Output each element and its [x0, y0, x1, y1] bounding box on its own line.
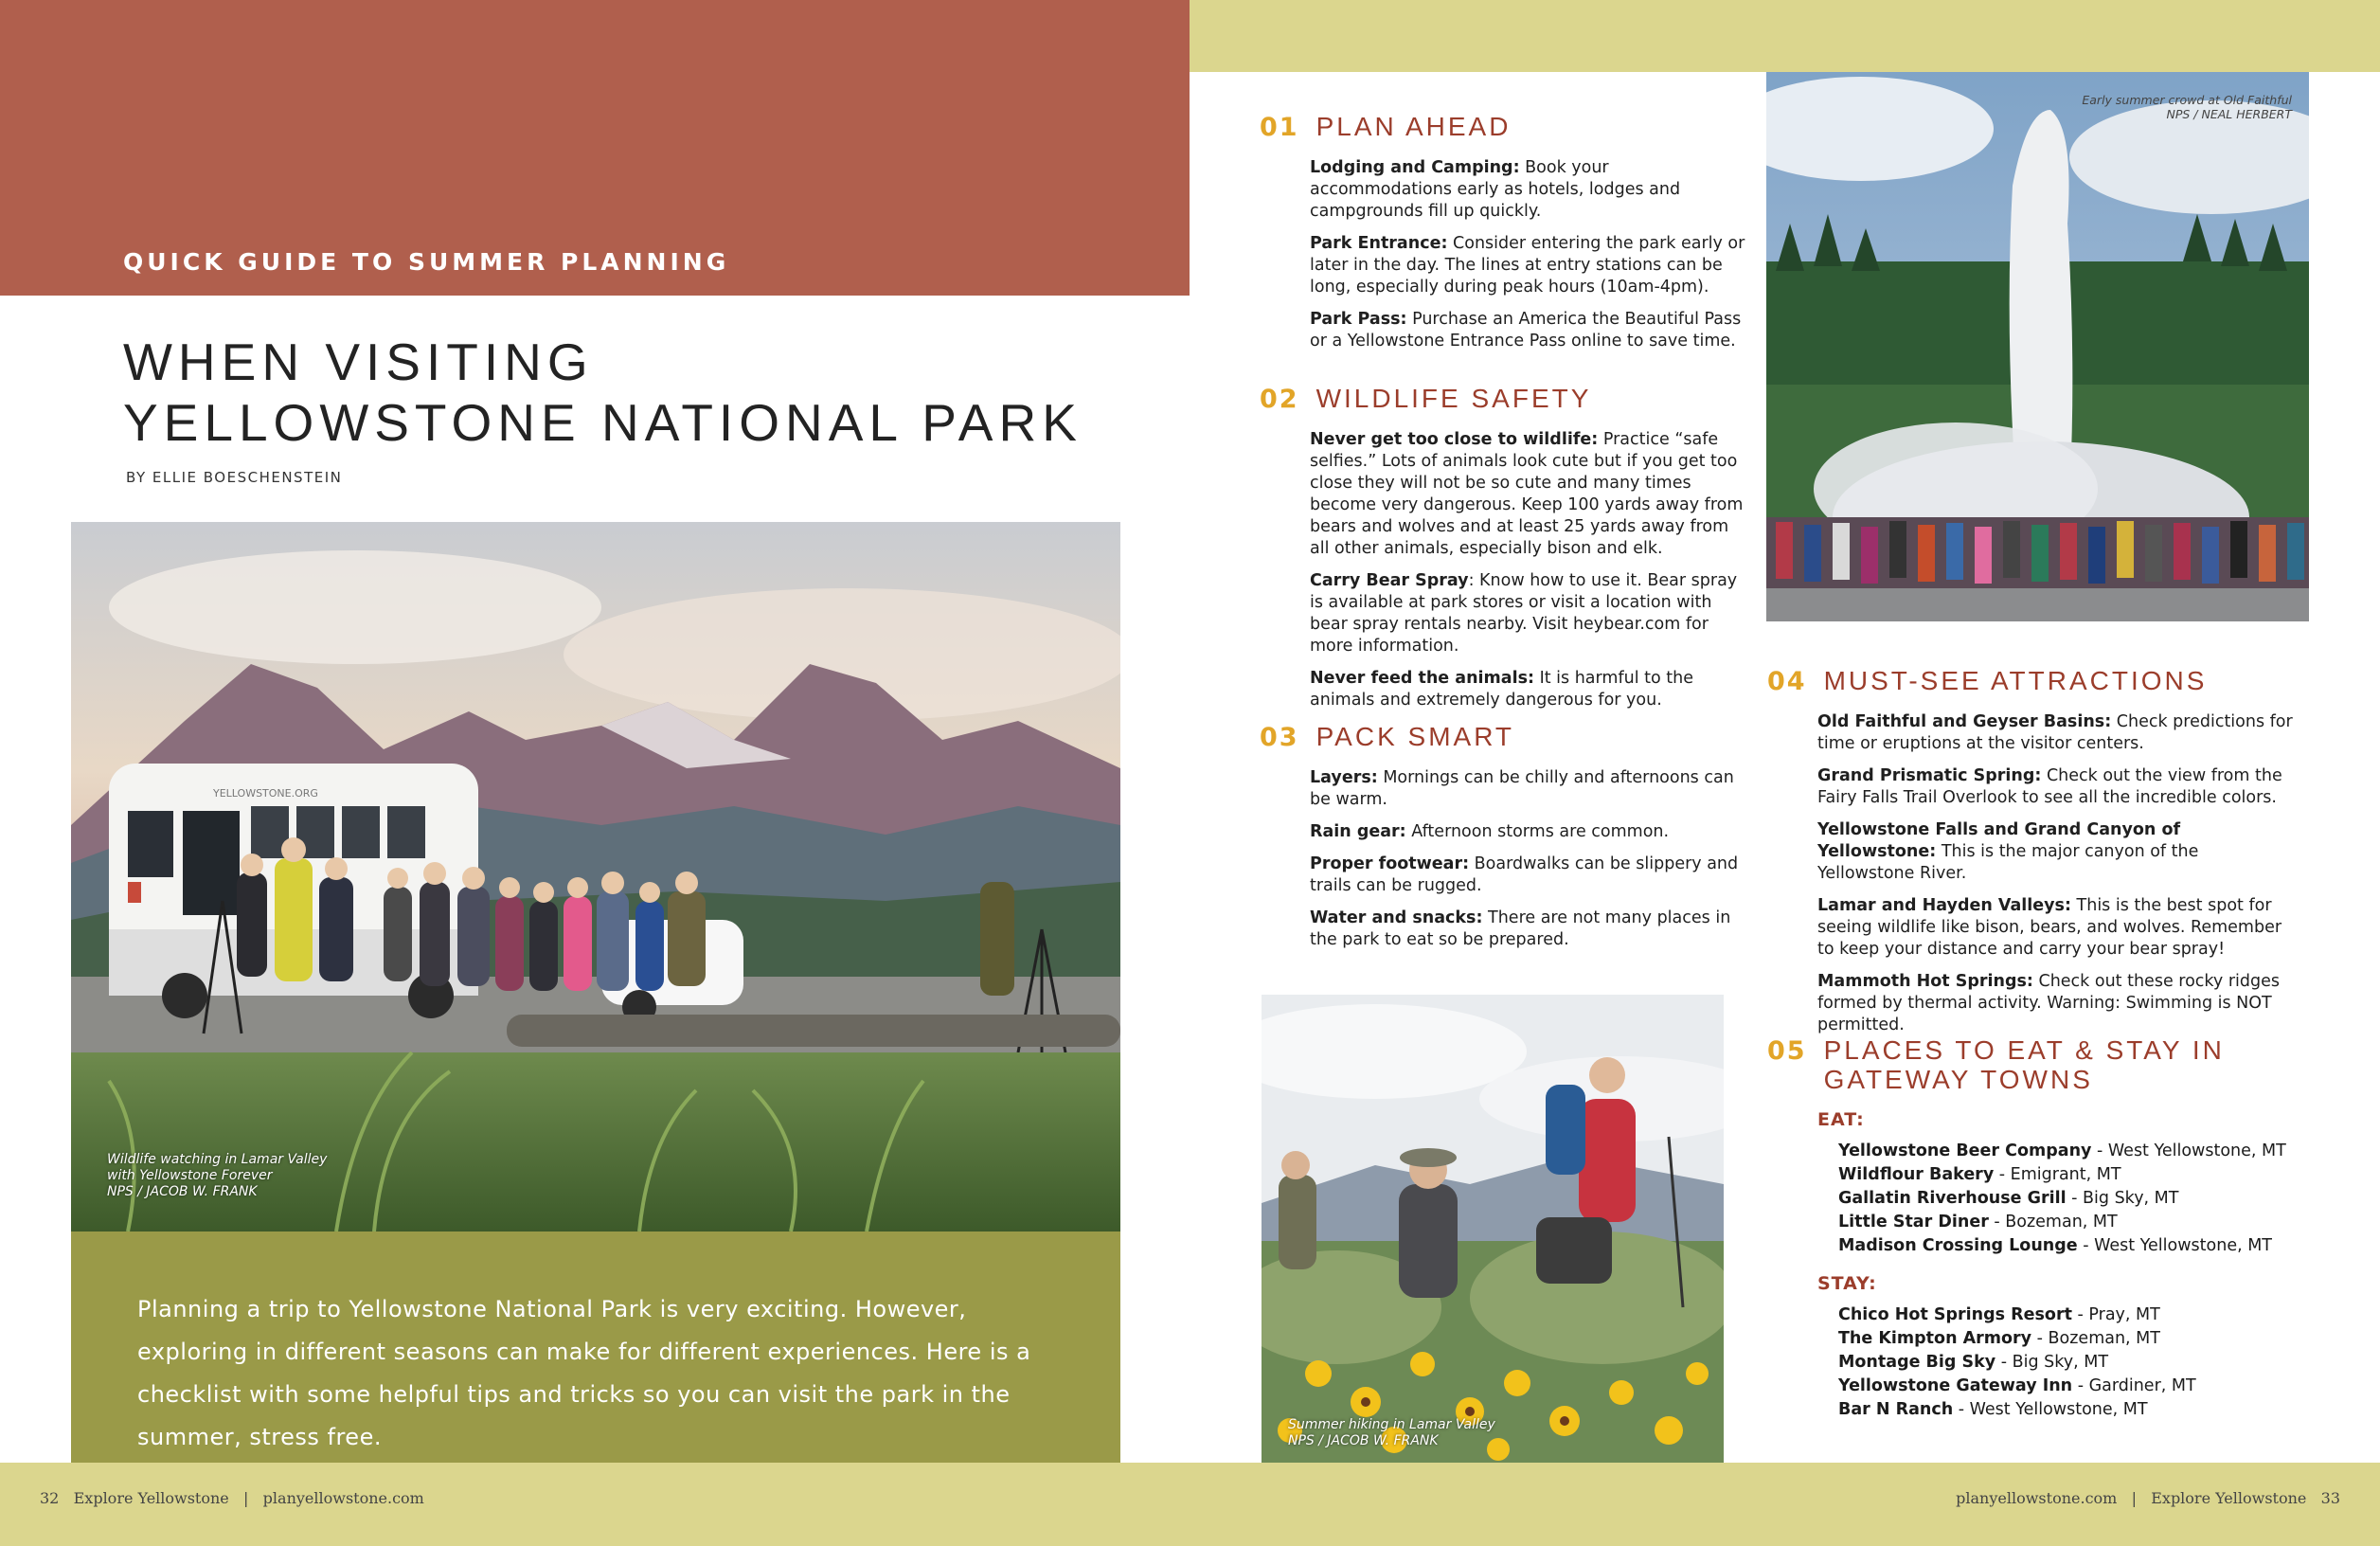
- caption-line: with Yellowstone Forever: [107, 1168, 273, 1183]
- section-title: PLAN AHEAD: [1315, 112, 1512, 141]
- section-number: 05: [1767, 1036, 1807, 1066]
- bus-label: YELLOWSTONE.ORG: [213, 787, 318, 800]
- section-number: 04: [1767, 667, 1807, 696]
- list-item: [1838, 1211, 2298, 1234]
- old-faithful-photo: [1766, 72, 2309, 621]
- tip-item: [1310, 157, 1752, 223]
- intro-text: Planning a trip to Yellowstone National Park is very exciting. However, exploring in different seasons can make for different experiences. Here is a checklist with some helpful tips and tricks so you can visit the park in the summer, stress free.: [137, 1296, 1031, 1450]
- section-number: 03: [1260, 723, 1299, 752]
- tip-text: Consider entering the park early or later in the day. The lines at entry stations can be long, especially during peak hours (10am-4pm).: [1310, 234, 1745, 297]
- place-location: - West Yellowstone, MT: [2077, 1236, 2273, 1255]
- tip-item: [1310, 767, 1752, 811]
- place-location: - Big Sky, MT: [2066, 1189, 2179, 1208]
- tip-item: [1310, 570, 1752, 657]
- tip-text: This is the best spot for seeing wildlife like bison, bears, and wolves. Remember to keep your distance and carry your bear spray!: [1817, 896, 2282, 959]
- hiking-photo-caption: [1288, 1417, 1495, 1449]
- place-name: Chico Hot Springs Resort: [1838, 1305, 2072, 1324]
- section-number: 01: [1260, 113, 1299, 142]
- section-eat-and-stay: [1767, 1035, 2298, 1422]
- tip-text: There are not many places in the park to eat so be prepared.: [1310, 908, 1731, 949]
- place-name: Wildflour Bakery: [1838, 1165, 1995, 1184]
- section-heading: [1260, 112, 1752, 142]
- tip-item: [1817, 895, 2298, 961]
- header-khaki-band: [1190, 0, 2380, 72]
- tip-text: Mornings can be chilly and afternoons can be warm.: [1310, 768, 1734, 809]
- eat-label: EAT:: [1817, 1109, 1865, 1130]
- section-body: [1817, 711, 2298, 1036]
- caption-line: Early summer crowd at Old Faithful: [2082, 93, 2292, 107]
- wildlife-watching-illustration: [71, 522, 1120, 1231]
- place-name: Bar N Ranch: [1838, 1400, 1954, 1419]
- caption-line: NPS / JACOB W. FRANK: [107, 1184, 258, 1199]
- title-line-2: YELLOWSTONE NATIONAL PARK: [123, 393, 1083, 452]
- place-location: - Pray, MT: [2071, 1305, 2160, 1324]
- section-pack-smart: [1260, 722, 1752, 962]
- tip-text: It is harmful to the animals and extremely dangerous for you.: [1310, 669, 1693, 710]
- list-item: [1838, 1327, 2298, 1351]
- title-line-1: WHEN VISITING: [123, 333, 594, 391]
- tip-item: [1310, 429, 1752, 560]
- section-title: [1824, 1035, 2225, 1094]
- place-name: Gallatin Riverhouse Grill: [1838, 1189, 2067, 1208]
- place-location: - Bozeman, MT: [1988, 1213, 2118, 1231]
- geyser-photo-caption: [2082, 93, 2292, 121]
- section-title-line: PLACES TO EAT & STAY IN: [1823, 1035, 2225, 1065]
- tip-text: This is the major canyon of the Yellowstone River.: [1817, 842, 2199, 883]
- tip-text: Purchase an America the Beautiful Pass or a Yellowstone Entrance Pass online to save time.: [1310, 310, 1742, 351]
- list-item: [1838, 1303, 2298, 1327]
- tip-lead: Park Entrance:: [1310, 234, 1448, 253]
- place-name: Yellowstone Gateway Inn: [1838, 1376, 2073, 1395]
- list-item: [1838, 1398, 2298, 1422]
- caption-line: NPS / JACOB W. FRANK: [1288, 1433, 1439, 1448]
- tip-text: Boardwalks can be slippery and trails can be rugged.: [1310, 854, 1739, 895]
- section-heading: [1767, 1035, 2298, 1094]
- intro-box: [71, 1231, 1120, 1463]
- section-title-line: GATEWAY TOWNS: [1823, 1065, 2093, 1094]
- tip-item: [1817, 971, 2298, 1036]
- section-heading: [1260, 722, 1752, 752]
- tip-item: [1310, 854, 1752, 897]
- tip-lead: Lamar and Hayden Valleys:: [1817, 896, 2071, 915]
- section-title: PACK SMART: [1315, 722, 1515, 751]
- wildlife-photo-caption: [107, 1152, 327, 1200]
- place-location: - West Yellowstone, MT: [1953, 1400, 2148, 1419]
- tip-item: [1310, 309, 1752, 352]
- tip-lead: Water and snacks:: [1310, 908, 1483, 927]
- page-footer: [0, 1463, 2380, 1546]
- list-item: [1838, 1234, 2298, 1258]
- section-title: MUST-SEE ATTRACTIONS: [1823, 666, 2208, 695]
- list-item: [1838, 1375, 2298, 1398]
- place-name: Yellowstone Beer Company: [1838, 1142, 2092, 1160]
- page-title: [123, 332, 1083, 453]
- place-name: Little Star Diner: [1838, 1213, 1989, 1231]
- tip-lead: Old Faithful and Geyser Basins:: [1817, 712, 2112, 731]
- section-body: [1310, 767, 1752, 951]
- tip-text: Practice “safe selfies.” Lots of animals look cute but if you get too close they will not be so cute and many times become very dangerous. Keep 100 yards away from bears and wolves and at least 25 yards away from all other animals, especially bison and elk.: [1310, 430, 1744, 558]
- tip-lead: Carry Bear Spray: [1310, 571, 1469, 590]
- caption-line: Summer hiking in Lamar Valley: [1288, 1417, 1495, 1432]
- list-item: [1838, 1351, 2298, 1375]
- summer-hiking-illustration: [1262, 995, 1724, 1463]
- place-location: - Emigrant, MT: [1994, 1165, 2121, 1184]
- section-number: 02: [1260, 385, 1299, 414]
- tip-lead: Lodging and Camping:: [1310, 158, 1520, 177]
- section-heading: [1767, 666, 2298, 696]
- tip-text: Check out these rocky ridges formed by thermal activity. Warning: Swimming is NOT permitted.: [1817, 972, 2280, 1034]
- wildlife-watching-photo: [71, 522, 1120, 1231]
- section-plan-ahead: [1260, 112, 1752, 363]
- footer-right-folio: planyellowstone.com | Explore Yellowstone 33: [1956, 1489, 2340, 1507]
- section-title: WILDLIFE SAFETY: [1315, 384, 1592, 413]
- tip-lead: Mammoth Hot Springs:: [1817, 972, 2033, 991]
- old-faithful-illustration: [1766, 72, 2309, 621]
- caption-line: NPS / NEAL HERBERT: [2166, 107, 2292, 121]
- tip-lead: Park Pass:: [1310, 310, 1407, 329]
- section-body: [1310, 429, 1752, 711]
- tip-lead: Yellowstone Falls and Grand Canyon of Yellowstone:: [1817, 820, 2181, 861]
- tip-text: Afternoon storms are common.: [1405, 822, 1670, 841]
- tip-lead: Rain gear:: [1310, 822, 1406, 841]
- list-item: [1838, 1140, 2298, 1163]
- tip-lead: Never feed the animals:: [1310, 669, 1534, 688]
- section-body: [1310, 157, 1752, 352]
- tip-item: [1310, 668, 1752, 711]
- place-location: - West Yellowstone, MT: [2091, 1142, 2286, 1160]
- caption-line: Wildlife watching in Lamar Valley: [107, 1152, 328, 1167]
- tip-text: Check out the view from the Fairy Falls Trail Overlook to see all the incredible colors.: [1817, 766, 2282, 807]
- tip-text: : Know how to use it. Bear spray is available at park stores or visit a location with bear spray rentals nearby. Visit heybear.com for more information.: [1310, 571, 1738, 656]
- section-must-see-attractions: [1767, 666, 2298, 1047]
- tip-item: [1817, 711, 2298, 755]
- section-heading: [1260, 384, 1752, 414]
- footer-left-folio: 32 Explore Yellowstone | planyellowstone.com: [40, 1489, 424, 1507]
- tip-text: Check predictions for time or eruptions at the visitor centers.: [1817, 712, 2293, 753]
- place-name: Montage Big Sky: [1838, 1353, 1996, 1372]
- place-location: - Gardiner, MT: [2072, 1376, 2196, 1395]
- tip-text: Book your accommodations early as hotels, lodges and campgrounds fill up quickly.: [1310, 158, 1681, 221]
- tip-lead: Grand Prismatic Spring:: [1817, 766, 2042, 785]
- tip-lead: Proper footwear:: [1310, 854, 1470, 873]
- kicker-text: QUICK GUIDE TO SUMMER PLANNING: [123, 248, 730, 276]
- tip-item: [1310, 233, 1752, 298]
- place-location: - Big Sky, MT: [1995, 1353, 2109, 1372]
- tip-item: [1817, 819, 2298, 885]
- place-name: The Kimpton Armory: [1838, 1329, 2032, 1348]
- byline: BY ELLIE BOESCHENSTEIN: [126, 469, 343, 486]
- place-location: - Bozeman, MT: [2031, 1329, 2160, 1348]
- summer-hiking-photo: [1262, 995, 1724, 1463]
- tip-item: [1310, 821, 1752, 843]
- tip-item: [1817, 765, 2298, 809]
- section-body: [1817, 1109, 2298, 1422]
- list-item: [1838, 1187, 2298, 1211]
- tip-lead: Layers:: [1310, 768, 1378, 787]
- tip-item: [1310, 908, 1752, 951]
- section-wildlife-safety: [1260, 384, 1752, 722]
- place-name: Madison Crossing Lounge: [1838, 1236, 2078, 1255]
- stay-label: STAY:: [1817, 1273, 1877, 1294]
- tip-lead: Never get too close to wildlife:: [1310, 430, 1599, 449]
- list-item: [1838, 1163, 2298, 1187]
